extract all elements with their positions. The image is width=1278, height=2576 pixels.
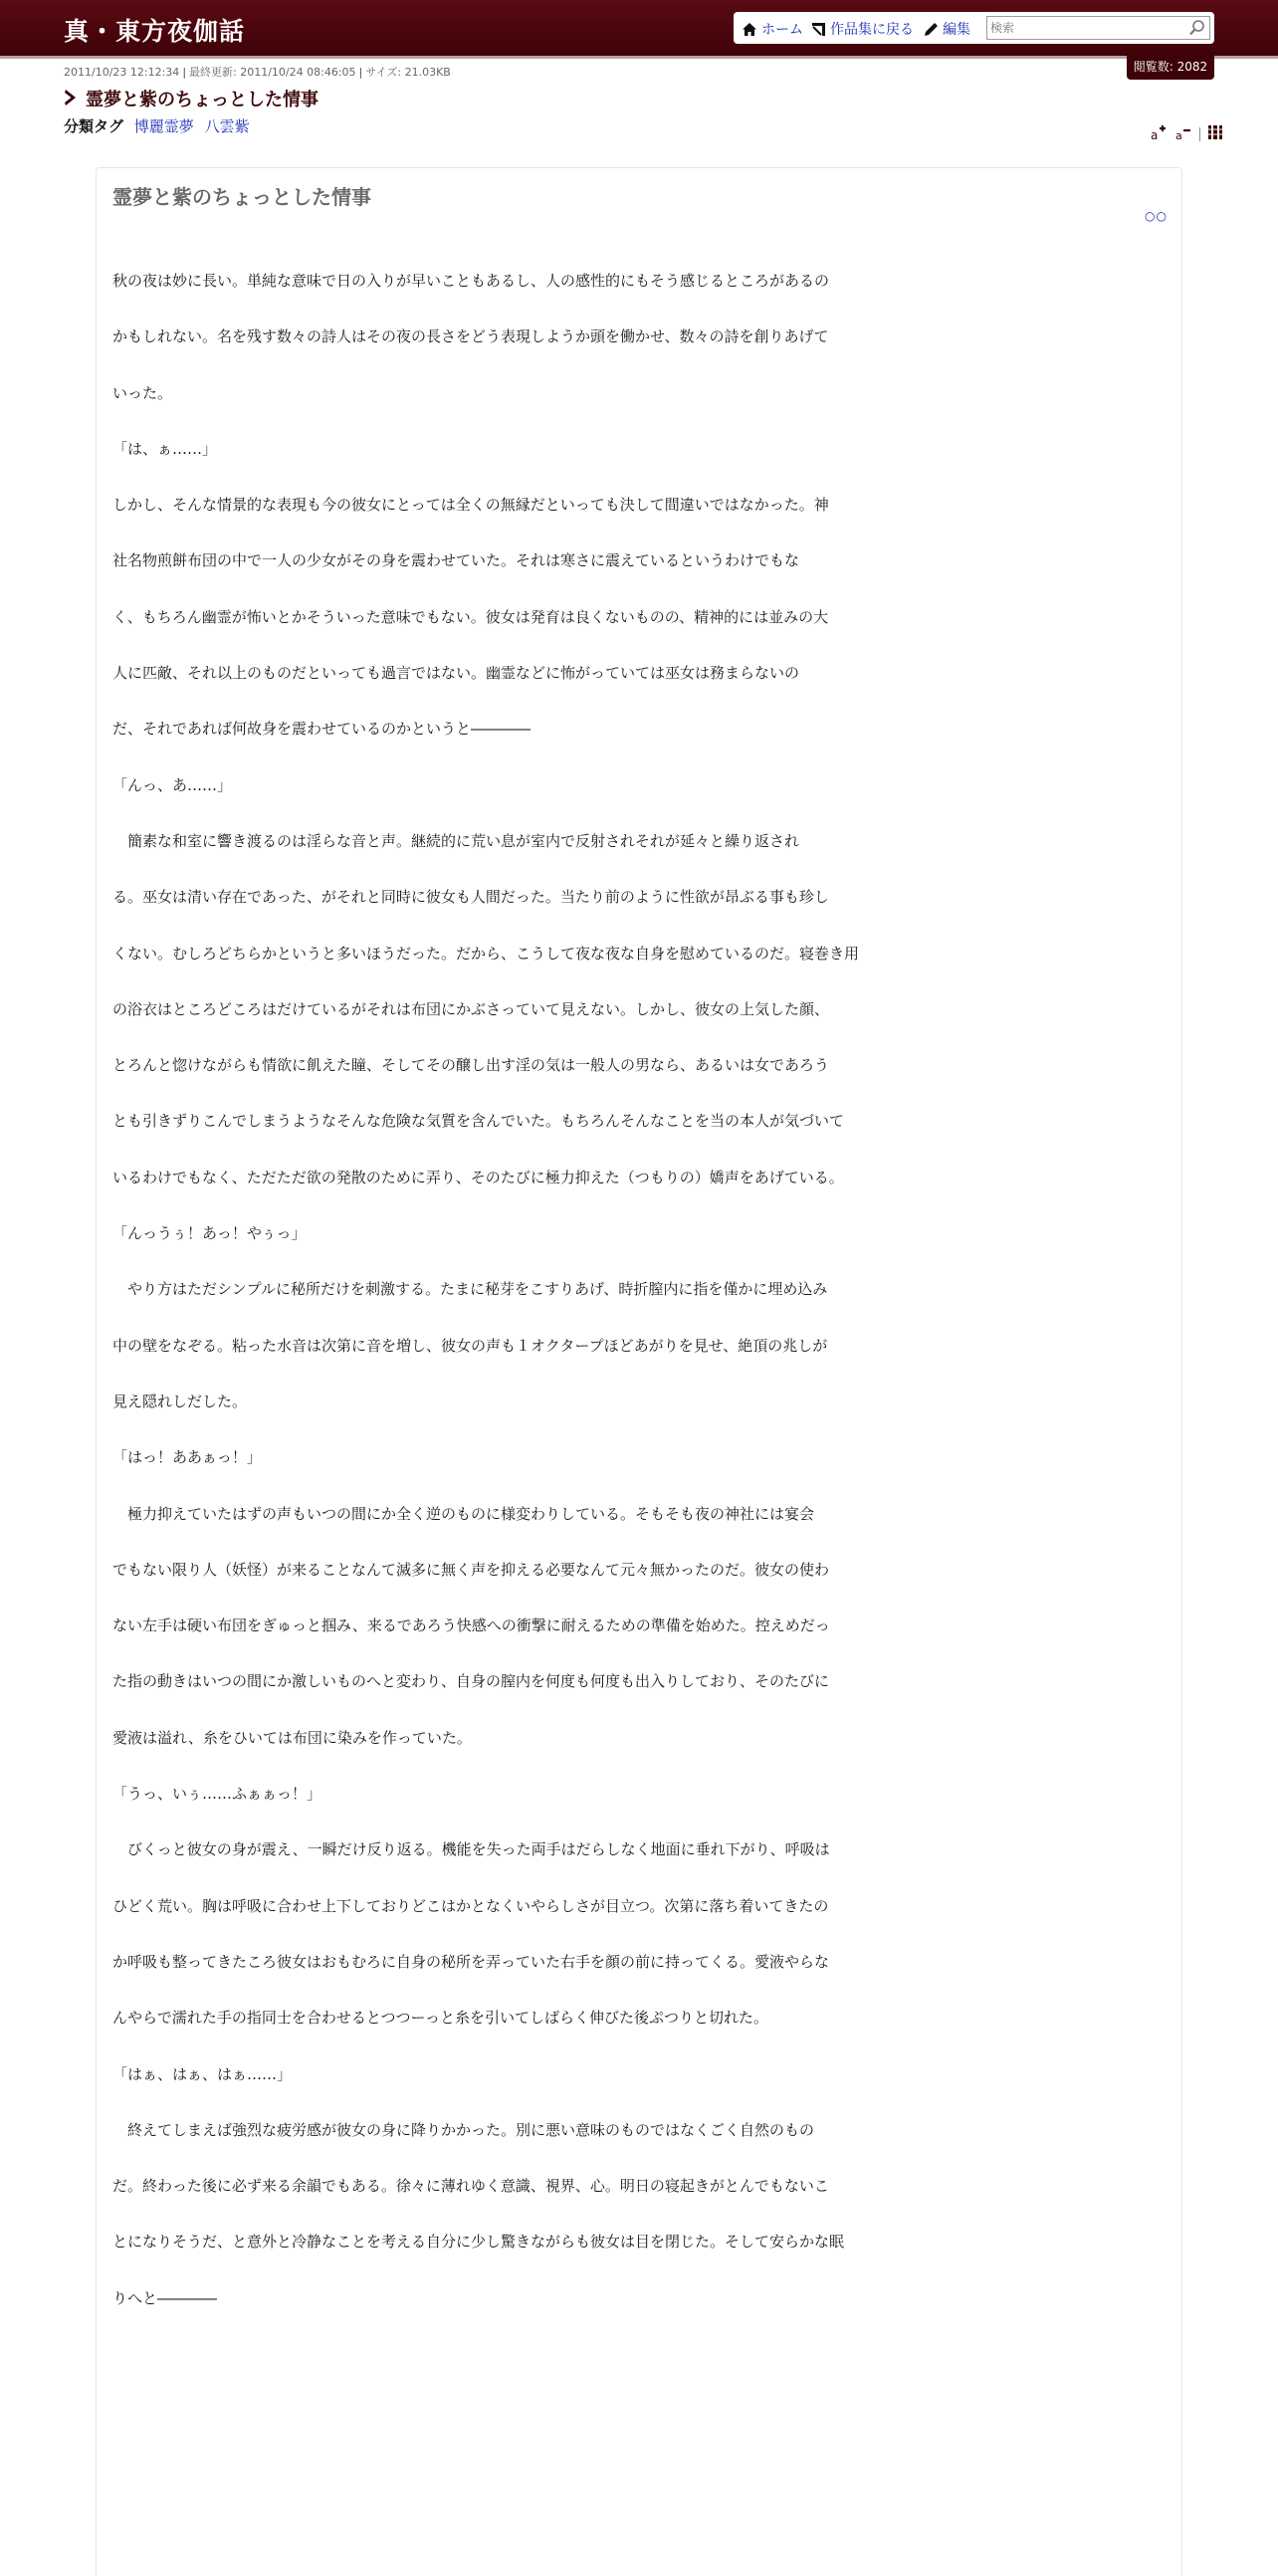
- body-line: 秋の夜は妙に長い。単純な意味で日の入りが早いこともあるし、人の感性的にもそう感じるところがあるの: [112, 272, 830, 290]
- divider: [1199, 127, 1200, 141]
- font-size-increase-icon[interactable]: [1151, 124, 1168, 144]
- body-line: やり方はただシンプルに秘所だけを刺激する。たまに秘芽をこすりあげ、時折膣内に指を僅かに埋め込み: [112, 1280, 828, 1299]
- body-line: りへと――――: [112, 2288, 218, 2307]
- body-line: 終えてしまえば強烈な疲労感が彼女の身に降りかかった。別に悪い意味のものではなくごく自然のもの: [112, 2120, 815, 2139]
- home-icon: [742, 22, 757, 37]
- post-meta: [64, 64, 451, 80]
- body-line: 簡素な和室に響き渡るのは淫らな音と声。継続的に荒い息が室内で反射されそれが延々と繰り返され: [112, 831, 800, 850]
- body-line: 「んっ、あ……」: [112, 775, 233, 794]
- nav-back-label: 作品集に戻る: [830, 22, 914, 38]
- tags-line: [64, 115, 256, 136]
- page-title-text: 霊夢と紫のちょっとした情事: [86, 90, 319, 110]
- body-line: の浴衣はところどころはだけているがそれは布団にかぶさっていて見えない。しかし、彼女の上気した顔、: [112, 999, 830, 1018]
- body-line: でもない限り人（妖怪）が来ることなんて滅多に無く声を抑える必要なんて元々無かったのだ。彼女の使わ: [112, 1560, 830, 1579]
- body-line: かもしれない。名を残す数々の詩人はその夜の長さをどう表現しようか頭を働かせ、数々の詩を創りあげて: [112, 327, 829, 346]
- body-line: んやらで濡れた手の指同士を合わせるとつつーっと糸を引いてしばらく伸びた後ぷつりと切れた。: [112, 2009, 768, 2028]
- body-line: だ、それであれば何故身を震わせているのかというと――――: [112, 720, 532, 739]
- body-line: た指の動きはいつの間にか激しいものへと変わり、自身の膣内を何度も何度も出入りしており、そのたびに: [112, 1672, 830, 1691]
- body-line: 極力抑えていたはずの声もいつの間にか全く逆のものに様変わりしている。そもそも夜の神社には宴会: [112, 1504, 815, 1523]
- nav-back-link[interactable]: [811, 19, 914, 39]
- body-line: 中の壁をなぞる。粘った水音は次第に音を増し、彼女の声も１オクタープほどあがりを見せ、絶頂の兆しが: [112, 1336, 828, 1355]
- article-body: [112, 263, 1168, 2336]
- body-line: 人に匹敵、それ以上のものだといっても過言ではない。幽霊などに怖がっていては巫女は務まらないの: [112, 664, 800, 683]
- body-line: びくっと彼女の身が震え、一瞬だけ反り返る。機能を失った両手はだらしなく地面に垂れ下がり、呼吸は: [112, 1840, 830, 1859]
- svg-text:a: a: [1175, 128, 1182, 140]
- tag-link[interactable]: 博麗霊夢: [133, 117, 194, 135]
- font-size-decrease-icon[interactable]: [1175, 124, 1191, 144]
- body-line: か呼吸も整ってきたころ彼女はおもむろに自身の秘所を弄っていた右手を顔の前に持ってくる。愛液やらな: [112, 1952, 830, 1971]
- rings-link[interactable]: ○○: [1145, 209, 1168, 223]
- body-line: とろんと惚けながらも情欲に飢えた瞳、そしてその醸し出す淫の気は一般人の男なら、あるいは女であろう: [112, 1056, 830, 1075]
- body-line: とも引きずりこんでしまうようなそんな危険な気質を含んでいた。もちろんそんなことを当の本人が気づいて: [112, 1112, 845, 1131]
- pencil-icon: [924, 22, 939, 37]
- nav-home-label: ホーム: [761, 22, 803, 38]
- svg-text:a: a: [1151, 127, 1159, 140]
- body-line: 「んっうぅ！あっ！やぅっ」: [112, 1224, 307, 1243]
- font-size-tools: [1148, 123, 1222, 141]
- body-line: いった。: [112, 383, 173, 402]
- posted-date: 2011/10/23 12:12:34: [64, 66, 180, 79]
- page-title: [64, 86, 319, 111]
- site-title[interactable]: 真・東方夜伽話: [64, 17, 246, 46]
- file-size: サイズ: 21.03KB: [365, 66, 451, 79]
- body-line: 「うっ、いぅ……ふぁぁっ！」: [112, 1785, 322, 1804]
- view-count-badge: 閲覧数: 2082: [1127, 56, 1214, 80]
- site-header: [0, 0, 1278, 59]
- nav-edit-link[interactable]: [924, 19, 970, 39]
- chevron-right-icon: [64, 89, 78, 107]
- body-line: ない左手は硬い布団をぎゅっと掴み、来るであろう快感への衝撃に耐えるための準備を始めた。控えめだっ: [112, 1616, 830, 1635]
- meta-separator: |: [182, 66, 187, 79]
- body-line: とになりそうだ、と意外と冷静なことを考える自分に少し驚きながらも彼女は目を閉じた。そして安らかな眠: [112, 2233, 845, 2252]
- body-line: くない。むしろどちらかというと多いほうだった。だから、こうして夜な夜な自身を慰めているのだ。寝巻き用: [112, 944, 860, 963]
- body-line: ひどく荒い。胸は呼吸に合わせ上下しておりどこはかとなくいやらしさが目立つ。次第に落ち着いてきたの: [112, 1896, 829, 1915]
- body-line: る。巫女は清い存在であった、がそれと同時に彼女も人間だった。当たり前のように性欲が昂ぶる事も珍し: [112, 888, 829, 907]
- nav-home-link[interactable]: [742, 19, 803, 39]
- body-line: だ。終わった後に必ず来る余韻でもある。徐々に薄れゆく意識、視界、心。明日の寝起きがとんでもないこ: [112, 2177, 829, 2196]
- article-title: 霊夢と紫のちょっとした情事: [112, 185, 371, 209]
- body-line: 「はぁ、はぁ、はぁ……」: [112, 2064, 293, 2083]
- body-line: 「はっ！ああぁっ！」: [112, 1448, 262, 1467]
- body-line: く、もちろん幽霊が怖いとかそういった意味でもない。彼女は発育は良くないものの、精神的には並みの大: [112, 607, 829, 626]
- tags-label: 分類タグ: [64, 117, 124, 135]
- nav-box: [734, 12, 1214, 44]
- body-line: 見え隠れしだした。: [112, 1392, 248, 1410]
- search-box: [986, 16, 1210, 40]
- body-line: いるわけでもなく、ただただ欲の発散のために弄り、そのたびに極力抑えた（つもりの）嬌声をあげている。: [112, 1168, 844, 1186]
- layout-columns-icon[interactable]: [1208, 124, 1222, 143]
- meta-separator: |: [358, 66, 363, 79]
- body-line: しかし、そんな情景的な表現も今の彼女にとっては全くの無縁だといっても決して間違いではなかった。神: [112, 496, 829, 515]
- nav-edit-label: 編集: [943, 22, 970, 38]
- body-line: 「は、ぁ……」: [112, 439, 218, 458]
- tag-link[interactable]: 八雲紫: [204, 117, 250, 135]
- search-input[interactable]: [990, 19, 1179, 37]
- body-line: 愛液は溢れ、糸をひいては布団に染みを作っていた。: [112, 1728, 472, 1747]
- back-arrow-icon: [811, 22, 826, 37]
- search-icon[interactable]: [1188, 19, 1206, 37]
- body-line: 社名物煎餅布団の中で一人の少女がその身を震わせていた。それは寒さに震えているというわけでもな: [112, 551, 800, 570]
- updated-date: 最終更新: 2011/10/24 08:46:05: [189, 66, 356, 79]
